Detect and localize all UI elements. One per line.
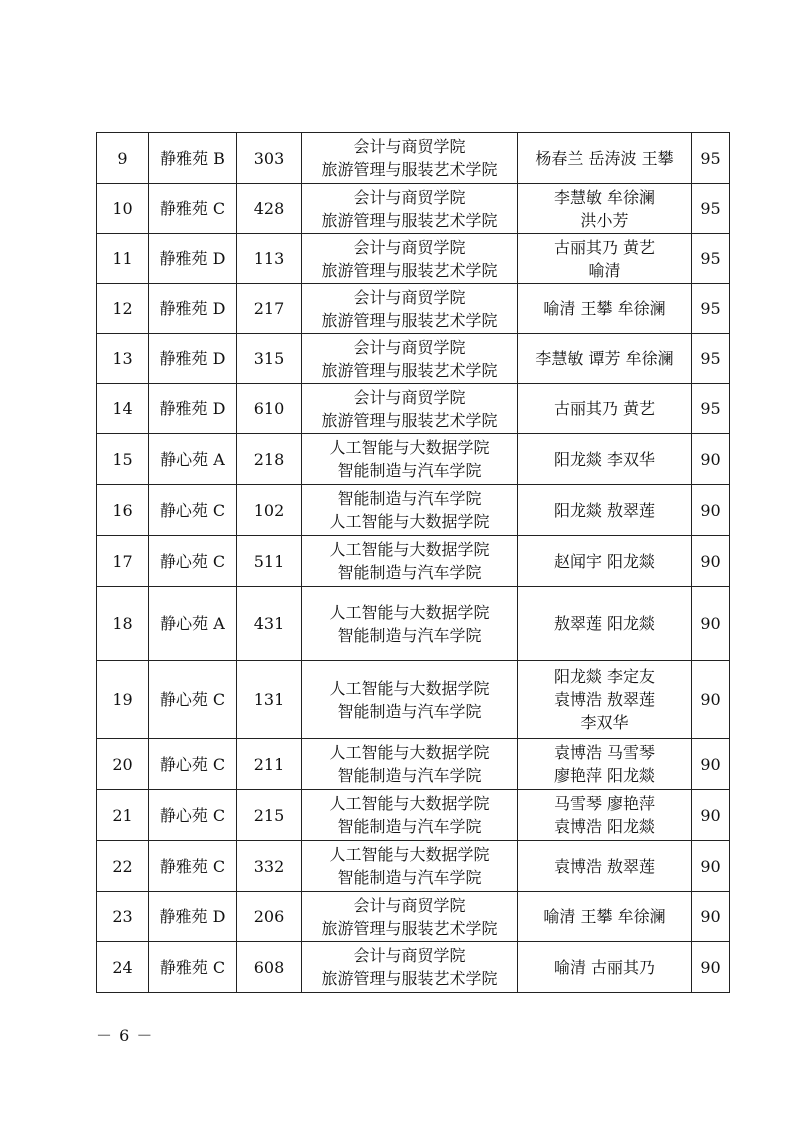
college-name: 旅游管理与服装艺术学院 (321, 918, 498, 938)
table-body (97, 133, 730, 993)
staff-cell (518, 739, 692, 790)
college-name: 人工智能与大数据学院 (329, 602, 490, 622)
score-cell: 95 (692, 184, 730, 234)
staff-names: 廖艳萍 阳龙燚 (553, 766, 656, 785)
dormitory-inspection-table (96, 132, 730, 993)
score-cell: 90 (692, 434, 730, 485)
table-row (97, 841, 730, 892)
college-name: 旅游管理与服装艺术学院 (321, 160, 498, 179)
building-cell: 静雅苑 D (149, 892, 237, 942)
table-row (97, 284, 730, 334)
college-name: 旅游管理与服装艺术学院 (321, 410, 498, 430)
college-name: 人工智能与大数据学院 (329, 794, 490, 813)
staff-cell (518, 587, 692, 661)
row-number-cell: 9 (97, 133, 149, 184)
score-cell: 90 (692, 536, 730, 587)
staff-cell (518, 661, 692, 739)
building-cell: 静心苑 C (149, 661, 237, 739)
college-cell (302, 661, 518, 739)
table-row (97, 184, 730, 234)
staff-cell (518, 334, 692, 384)
building-cell: 静雅苑 C (149, 841, 237, 892)
college-cell (302, 536, 518, 587)
room-number-cell: 303 (237, 133, 302, 184)
building-cell: 静雅苑 D (149, 234, 237, 284)
college-name: 智能制造与汽车学院 (337, 489, 482, 508)
staff-names: 赵闻宇 阳龙燚 (553, 551, 656, 571)
college-name: 会计与商贸学院 (353, 287, 466, 307)
row-number-cell: 17 (97, 536, 149, 587)
room-number-cell: 315 (237, 334, 302, 384)
college-name: 会计与商贸学院 (353, 137, 466, 156)
row-number-cell: 20 (97, 739, 149, 790)
college-name: 旅游管理与服装艺术学院 (321, 360, 498, 380)
row-number-cell: 22 (97, 841, 149, 892)
college-name: 智能制造与汽车学院 (337, 766, 482, 785)
building-cell: 静雅苑 D (149, 334, 237, 384)
college-name: 人工智能与大数据学院 (329, 845, 490, 864)
staff-cell (518, 384, 692, 434)
table-row (97, 892, 730, 942)
room-number-cell: 431 (237, 587, 302, 661)
building-cell: 静雅苑 D (149, 284, 237, 334)
staff-names: 李慧敏 牟徐澜 (553, 187, 656, 207)
row-number-cell: 12 (97, 284, 149, 334)
score-cell: 90 (692, 587, 730, 661)
staff-cell (518, 942, 692, 993)
staff-cell (518, 536, 692, 587)
row-number-cell: 21 (97, 790, 149, 841)
staff-cell (518, 133, 692, 184)
staff-names: 阳龙燚 李定友 (553, 667, 656, 686)
table-row (97, 234, 730, 284)
table-row (97, 536, 730, 587)
room-number-cell: 102 (237, 485, 302, 536)
table-row (97, 942, 730, 993)
room-number-cell: 218 (237, 434, 302, 485)
staff-names: 李双华 (580, 713, 629, 732)
college-name: 人工智能与大数据学院 (329, 512, 490, 531)
building-cell: 静心苑 C (149, 790, 237, 841)
staff-names: 阳龙燚 敖翠莲 (553, 500, 656, 520)
row-number-cell: 11 (97, 234, 149, 284)
row-number-cell: 24 (97, 942, 149, 993)
staff-names: 袁博浩 马雪琴 (553, 743, 656, 762)
row-number-cell: 13 (97, 334, 149, 384)
row-number-cell: 18 (97, 587, 149, 661)
building-cell: 静雅苑 B (149, 133, 237, 184)
building-cell: 静雅苑 C (149, 942, 237, 993)
college-cell (302, 942, 518, 993)
room-number-cell: 113 (237, 234, 302, 284)
room-number-cell: 217 (237, 284, 302, 334)
row-number-cell: 15 (97, 434, 149, 485)
table-row (97, 434, 730, 485)
college-name: 智能制造与汽车学院 (337, 563, 482, 582)
page-number: － 6 － (96, 1026, 154, 1045)
staff-cell (518, 790, 692, 841)
college-name: 会计与商贸学院 (353, 946, 466, 965)
college-name: 会计与商贸学院 (353, 387, 466, 407)
college-name: 智能制造与汽车学院 (337, 701, 482, 721)
score-cell: 95 (692, 234, 730, 284)
college-name: 智能制造与汽车学院 (337, 625, 482, 645)
score-cell: 95 (692, 284, 730, 334)
building-cell: 静心苑 C (149, 536, 237, 587)
college-cell (302, 892, 518, 942)
table-row (97, 661, 730, 739)
building-cell: 静心苑 A (149, 434, 237, 485)
college-cell (302, 184, 518, 234)
college-cell (302, 485, 518, 536)
row-number-cell: 10 (97, 184, 149, 234)
staff-names: 阳龙燚 李双华 (553, 449, 656, 469)
staff-names: 马雪琴 廖艳萍 (553, 794, 656, 813)
college-cell (302, 234, 518, 284)
room-number-cell: 610 (237, 384, 302, 434)
college-cell (302, 133, 518, 184)
table-row (97, 739, 730, 790)
room-number-cell: 608 (237, 942, 302, 993)
table-row (97, 790, 730, 841)
college-name: 会计与商贸学院 (353, 187, 466, 207)
score-cell: 95 (692, 133, 730, 184)
staff-names: 杨春兰 岳涛波 王攀 (535, 148, 674, 168)
score-cell: 95 (692, 384, 730, 434)
staff-cell (518, 234, 692, 284)
college-name: 旅游管理与服装艺术学院 (321, 310, 498, 330)
college-name: 智能制造与汽车学院 (337, 461, 482, 480)
college-name: 旅游管理与服装艺术学院 (321, 210, 498, 230)
score-cell: 90 (692, 841, 730, 892)
staff-names: 古丽其乃 黄艺 (553, 399, 656, 418)
score-cell: 90 (692, 942, 730, 993)
college-cell (302, 434, 518, 485)
staff-names: 袁博浩 敖翠莲 (553, 690, 656, 709)
staff-names: 李慧敏 谭芳 牟徐澜 (535, 349, 674, 368)
staff-cell (518, 434, 692, 485)
college-name: 会计与商贸学院 (353, 337, 466, 357)
college-name: 智能制造与汽车学院 (337, 817, 482, 836)
row-number-cell: 23 (97, 892, 149, 942)
college-cell (302, 587, 518, 661)
room-number-cell: 131 (237, 661, 302, 739)
staff-names: 古丽其乃 黄艺 (553, 237, 656, 257)
college-name: 会计与商贸学院 (353, 895, 466, 915)
college-name: 人工智能与大数据学院 (329, 438, 490, 457)
college-name: 旅游管理与服装艺术学院 (321, 969, 498, 988)
college-cell (302, 841, 518, 892)
building-cell: 静雅苑 D (149, 384, 237, 434)
room-number-cell: 206 (237, 892, 302, 942)
room-number-cell: 428 (237, 184, 302, 234)
college-cell (302, 739, 518, 790)
row-number-cell: 19 (97, 661, 149, 739)
staff-names: 喻清 古丽其乃 (553, 957, 656, 977)
staff-cell (518, 841, 692, 892)
score-cell: 90 (692, 485, 730, 536)
college-cell (302, 790, 518, 841)
building-cell: 静心苑 C (149, 485, 237, 536)
college-name: 人工智能与大数据学院 (329, 678, 490, 698)
staff-cell (518, 892, 692, 942)
staff-names: 喻清 王攀 牟徐澜 (543, 907, 666, 926)
score-cell: 90 (692, 739, 730, 790)
building-cell: 静心苑 C (149, 739, 237, 790)
staff-cell (518, 485, 692, 536)
college-name: 人工智能与大数据学院 (329, 743, 490, 762)
room-number-cell: 215 (237, 790, 302, 841)
staff-names: 喻清 (588, 260, 621, 280)
score-cell: 90 (692, 892, 730, 942)
building-cell: 静雅苑 C (149, 184, 237, 234)
staff-cell (518, 284, 692, 334)
college-name: 旅游管理与服装艺术学院 (321, 260, 498, 280)
room-number-cell: 511 (237, 536, 302, 587)
score-cell: 95 (692, 334, 730, 384)
table-row (97, 485, 730, 536)
staff-names: 洪小芳 (580, 210, 629, 230)
score-cell: 90 (692, 790, 730, 841)
room-number-cell: 211 (237, 739, 302, 790)
building-cell: 静心苑 A (149, 587, 237, 661)
college-name: 会计与商贸学院 (353, 237, 466, 257)
table-row (97, 587, 730, 661)
table-row (97, 384, 730, 434)
score-cell: 90 (692, 661, 730, 739)
college-name: 智能制造与汽车学院 (337, 868, 482, 887)
college-cell (302, 284, 518, 334)
college-cell (302, 334, 518, 384)
staff-names: 喻清 王攀 牟徐澜 (543, 299, 666, 318)
table-row (97, 133, 730, 184)
college-name: 人工智能与大数据学院 (329, 540, 490, 559)
college-cell (302, 384, 518, 434)
staff-names: 敖翠莲 阳龙燚 (553, 614, 656, 633)
table-row (97, 334, 730, 384)
staff-cell (518, 184, 692, 234)
row-number-cell: 14 (97, 384, 149, 434)
staff-names: 袁博浩 阳龙燚 (553, 817, 656, 836)
staff-names: 袁博浩 敖翠莲 (553, 856, 656, 876)
row-number-cell: 16 (97, 485, 149, 536)
room-number-cell: 332 (237, 841, 302, 892)
